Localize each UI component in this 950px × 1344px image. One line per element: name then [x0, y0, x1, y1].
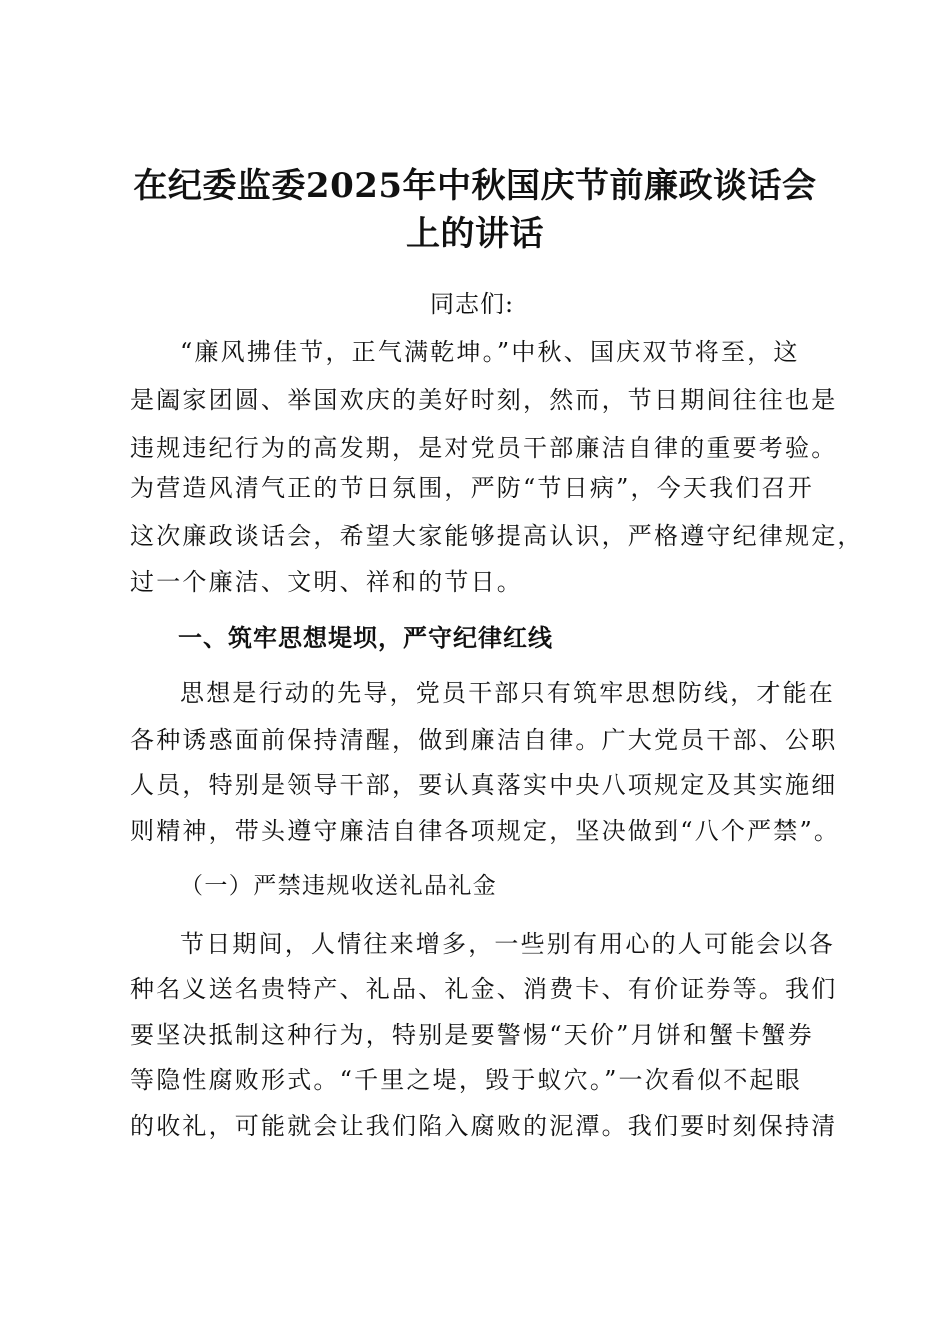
intro-line: 过一个廉洁、文明、祥和的节日。 [130, 568, 523, 596]
document-title [110, 162, 840, 258]
subsection-body-line: 等隐性腐败形式。“千里之堤，毁于蚁穴。”一次看似不起眼 [130, 1066, 802, 1094]
section-body-line: 各种诱惑面前保持清醒，做到廉洁自律。广大党员干部、公职 [130, 726, 838, 754]
subsection-body-line: 要坚决抵制这种行为，特别是要警惕“天价”月饼和蟹卡蟹券 [130, 1021, 814, 1049]
title-line-2: 上的讲话 [406, 214, 544, 254]
section-heading: 一、筑牢思想堤坝，严守纪律红线 [178, 624, 553, 652]
section-body-line: 人员，特别是领导干部，要认真落实中央八项规定及其实施细 [130, 771, 838, 799]
intro-line: 这次廉政谈话会，希望大家能够提高认识，严格遵守纪律规定， [130, 522, 864, 550]
section-body-line: 则精神，带头遵守廉洁自律各项规定，坚决做到“八个严禁”。 [130, 817, 841, 845]
intro-line: 违规违纪行为的高发期，是对党员干部廉洁自律的重要考验。 [130, 434, 838, 462]
section-body-line: 思想是行动的先导，党员干部只有筑牢思想防线，才能在 [180, 679, 835, 707]
subsection-body-line: 的收礼，可能就会让我们陷入腐败的泥潭。我们要时刻保持清 [130, 1112, 838, 1140]
intro-line: “廉风拂佳节，正气满乾坤。”中秋、国庆双节将至，这 [180, 338, 800, 366]
subsection-body-line: 节日期间，人情往来增多，一些别有用心的人可能会以各 [180, 930, 835, 958]
salutation: 同志们: [430, 290, 515, 318]
intro-line: 为营造风清气正的节日氛围，严防“节日病”，今天我们召开 [130, 474, 814, 502]
title-line-1: 在纪委监委2025年中秋国庆节前廉政谈话会 [133, 166, 817, 206]
subsection-body-line: 种名义送名贵特产、礼品、礼金、消费卡、有价证券等。我们 [130, 975, 838, 1003]
intro-line: 是阖家团圆、举国欢庆的美好时刻，然而，节日期间往往也是 [130, 386, 838, 414]
subsection-heading: （一）严禁违规收送礼品礼金 [180, 873, 498, 899]
